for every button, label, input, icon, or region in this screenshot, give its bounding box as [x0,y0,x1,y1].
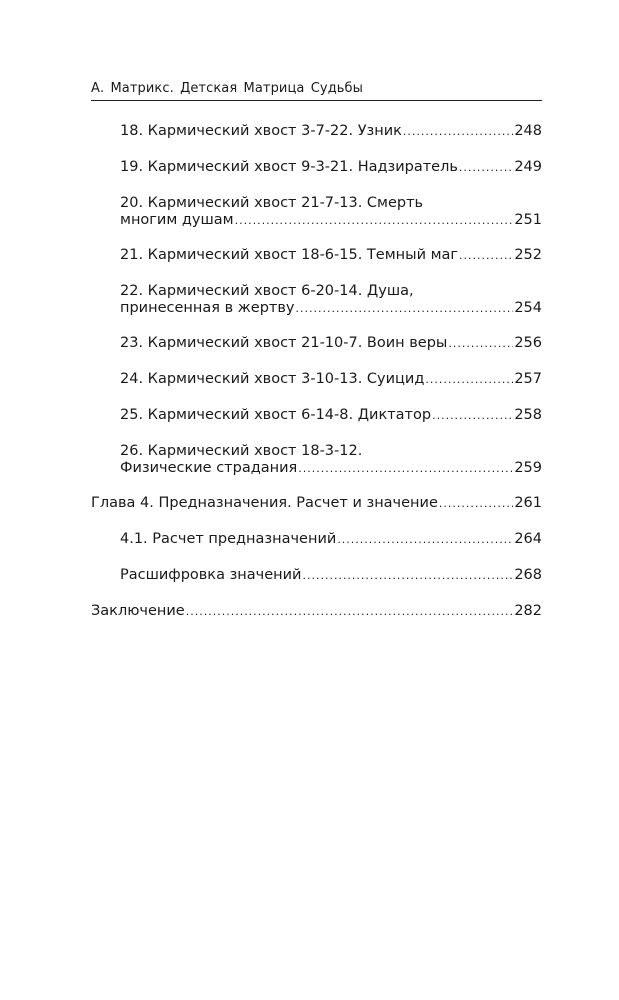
toc-entry-chapter-4[interactable] [91,495,542,512]
toc-entry-25[interactable] [120,407,542,424]
toc-entry-title: 25. Кармический хвост 6-14-8. Диктатор [120,407,432,423]
toc-entry-page: 256 [514,335,542,351]
toc-entry-title-line2: многим душам [120,212,234,228]
toc-entry-24[interactable] [120,371,542,388]
toc-entry-page: 264 [514,531,542,547]
dot-leader [432,407,513,424]
toc-entry-title: 19. Кармический хвост 9-3-21. Надзиратель [120,159,458,175]
toc-entry-page: 249 [514,159,542,175]
dot-leader [459,247,513,264]
dot-leader [403,123,513,140]
dot-leader [459,159,513,176]
toc-entry-title: 23. Кармический хвост 21-10-7. Воин веры [120,335,448,351]
toc-entry-title: 4.1. Расчет предназначений [120,531,337,547]
toc-entry-22[interactable] [120,283,542,317]
toc-entry-title-line2: принесенная в жертву [120,300,295,316]
toc-entry-title: Расшифровка значений [120,567,302,583]
dot-leader [337,531,513,548]
toc-entry-21[interactable] [120,247,542,264]
dot-leader [439,495,513,512]
toc-entry-title-line2: Физические страдания [120,460,298,476]
dot-leader [298,460,513,477]
toc-entry-page: 282 [514,603,542,619]
toc-entry-title: 21. Кармический хвост 18-6-15. Темный маг [120,247,459,263]
toc-entry-page: 257 [514,371,542,387]
toc-entry-title-line1: 26. Кармический хвост 18-3-12. [120,443,363,459]
toc-entry-page: 251 [514,212,542,228]
toc-entry-title: 24. Кармический хвост 3-10-13. Суицид [120,371,425,387]
dot-leader [448,335,513,352]
toc-entry-title: Заключение [91,603,185,619]
toc-entry-decoding[interactable] [120,567,542,584]
toc-entry-title-line1: 20. Кармический хвост 21-7-13. Смерть [120,195,424,211]
toc-entry-page: 261 [514,495,542,511]
toc-entry-page: 258 [514,407,542,423]
toc-entry-19[interactable] [120,159,542,176]
toc-entry-18[interactable] [120,123,542,140]
toc-entry-title-line1: 22. Кармический хвост 6-20-14. Душа, [120,283,414,299]
toc-entry-page: 252 [514,247,542,263]
dot-leader [235,212,514,229]
dot-leader [302,567,513,584]
toc-entry-conclusion[interactable] [91,603,542,620]
toc-entry-title: 18. Кармический хвост 3-7-22. Узник [120,123,402,139]
running-title: А. Матрикс. Детская Матрица Судьбы [91,81,364,96]
toc-entry-page: 248 [514,123,542,139]
dot-leader [296,300,514,317]
toc-entry-page: 259 [514,460,542,476]
toc-entry-page: 268 [514,567,542,583]
toc-entry-page: 254 [514,300,542,316]
dot-leader [425,371,513,388]
toc-entry-26[interactable] [120,443,542,477]
toc-entry-23[interactable] [120,335,542,352]
dot-leader [186,603,514,620]
toc-entry-4-1[interactable] [120,531,542,548]
toc-entry-title: Глава 4. Предназначения. Расчет и значение [91,495,438,511]
toc-entry-20[interactable] [120,195,542,229]
